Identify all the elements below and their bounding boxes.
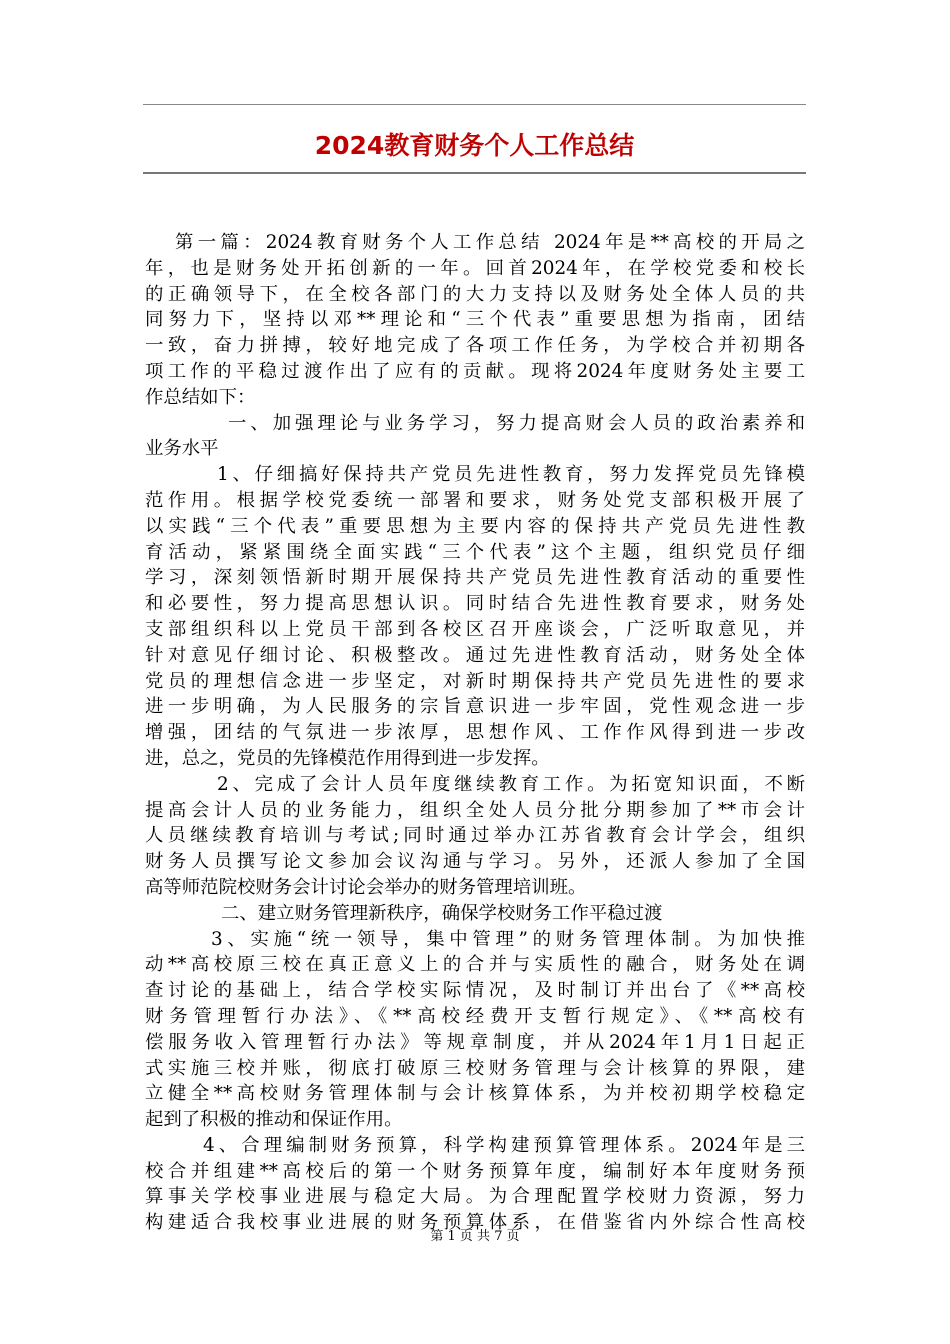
header-rule bbox=[143, 104, 806, 105]
text-line: 高等师范院校财务会计讨论会举办的财务管理培训班。 bbox=[145, 876, 587, 898]
text-line: 的正确领导下，在全校各部门的大力支持以及财务处全体人员的共 bbox=[145, 283, 805, 305]
text-line: 支部组织科以上党员干部到各校区召开座谈会，广泛听取意见，并 bbox=[145, 618, 805, 640]
text-line: 动**高校原三校在真正意义上的合并与实质性的融合，财务处在调 bbox=[145, 954, 805, 976]
text-line: 进一步明确，为人民服务的宗旨意识进一步牢固，党性观念进一步 bbox=[145, 696, 805, 718]
text-line: 学习，深刻领悟新时期开展保持共产党员先进性教育活动的重要性 bbox=[145, 567, 805, 589]
text-line: 项工作的平稳过渡作出了应有的贡献。现将2024年度财务处主要工 bbox=[145, 360, 805, 382]
text-line: 一、加强理论与业务学习，努力提高财会人员的政治素养和 bbox=[228, 412, 805, 434]
page-title: 2024教育财务个人工作总结 bbox=[314, 131, 635, 160]
text-line: 和必要性，努力提高思想认识。同时结合先进性教育要求，财务处 bbox=[145, 593, 805, 615]
text-line: 起到了积极的推动和保证作用。 bbox=[145, 1109, 403, 1131]
text-line: 提高会计人员的业务能力，组织全处人员分批分期参加了**市会计 bbox=[145, 799, 805, 821]
text-line: 以实践“三个代表”重要思想为主要内容的保持共产党员先进性教 bbox=[145, 515, 805, 537]
text-line: 偿服务收入管理暂行办法》等规章制度，并从2024年1月1日起正 bbox=[145, 1031, 805, 1053]
text-line: 1、仔细搞好保持共产党员先进性教育，努力发挥党员先锋模 bbox=[217, 464, 805, 486]
text-line: 构建适合我校事业进展的财务预算体系，在借鉴省内外综合性高校 bbox=[145, 1212, 805, 1234]
text-line: 进，总之，党员的先锋模范作用得到进一步发挥。 bbox=[145, 747, 550, 769]
text-line: 党员的理想信念进一步坚定，对新时期保持共产党员先进性的要求 bbox=[145, 670, 805, 692]
text-line: 范作用。根据学校党委统一部署和要求，财务处党支部积极开展了 bbox=[145, 489, 805, 511]
document-body bbox=[145, 230, 805, 1236]
text-line: 算事关学校事业进展与稳定大局。为合理配置学校财力资源，努力 bbox=[145, 1186, 805, 1208]
text-line: 同努力下，坚持以邓**理论和“三个代表”重要思想为指南，团结 bbox=[145, 309, 805, 331]
title-rule bbox=[143, 172, 806, 174]
text-line: 立健全**高校财务管理体制与会计核算体系，为并校初期学校稳定 bbox=[145, 1083, 805, 1105]
text-line: 增强，团结的气氛进一步浓厚，思想作风、工作作风得到进一步改 bbox=[145, 722, 805, 744]
text-line: 3、实施“统一领导，集中管理”的财务管理体制。为加快推 bbox=[211, 928, 805, 950]
text-line: 2、完成了会计人员年度继续教育工作。为拓宽知识面，不断 bbox=[217, 773, 805, 795]
text-line: 财务人员撰写论文参加会议沟通与学习。另外，还派人参加了全国 bbox=[145, 851, 805, 873]
text-line: 4、合理编制财务预算，科学构建预算管理体系。2024年是三 bbox=[203, 1134, 805, 1156]
page-footer: 第 1 页 共 7 页 bbox=[430, 1229, 520, 1244]
text-line: 业务水平 bbox=[145, 438, 219, 460]
text-line: 作总结如下： bbox=[145, 386, 256, 408]
text-line: 财务管理暂行办法》、《**高校经费开支暂行规定》、《**高校有 bbox=[145, 1005, 805, 1027]
text-line: 第一篇：2024教育财务个人工作总结 2024年是**高校的开局之 bbox=[175, 232, 805, 253]
text-line: 育活动，紧紧围绕全面实践“三个代表”这个主题，组织党员仔细 bbox=[145, 541, 805, 563]
text-line: 二、建立财务管理新秩序，确保学校财务工作平稳过渡 bbox=[221, 902, 663, 924]
text-line: 校合并组建**高校后的第一个财务预算年度，编制好本年度财务预 bbox=[145, 1160, 805, 1182]
text-line: 式实施三校并账，彻底打破原三校财务管理与会计核算的界限，建 bbox=[145, 1057, 805, 1079]
text-line: 年，也是财务处开拓创新的一年。回首2024年，在学校党委和校长 bbox=[145, 257, 805, 279]
text-line: 一致，奋力拼搏，较好地完成了各项工作任务，为学校合并初期各 bbox=[145, 335, 805, 357]
text-line: 查讨论的基础上，结合学校实际情况，及时制订并出台了《**高校 bbox=[145, 980, 805, 1002]
text-line: 人员继续教育培训与考试;同时通过举办江苏省教育会计学会，组织 bbox=[145, 825, 805, 847]
text-line: 针对意见仔细讨论、积极整改。通过先进性教育活动，财务处全体 bbox=[145, 644, 805, 666]
